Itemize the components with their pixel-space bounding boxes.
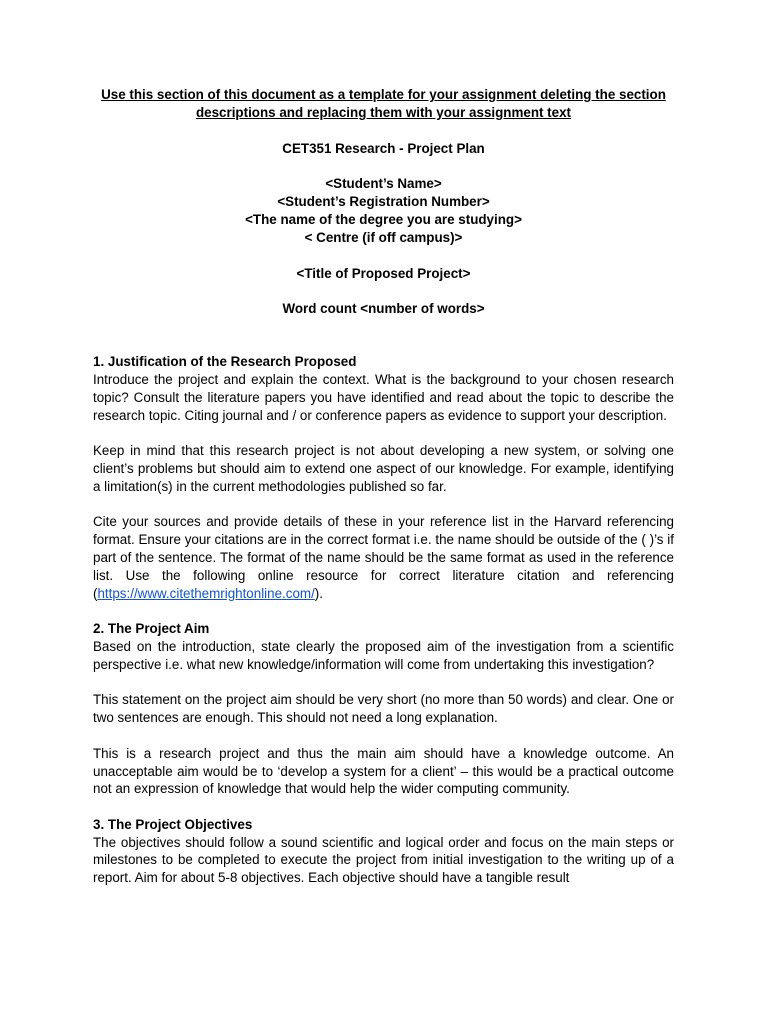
aim-paragraph-1: Based on the introduction, state clearly the proposed aim of the investigation from a scientific perspective i.e. what new knowledge/information will come from undertaking this investigation?: [93, 638, 674, 672]
registration-number-placeholder: <Student’s Registration Number>: [277, 194, 490, 210]
objectives-paragraph-1: The objectives should follow a sound scientific and logical order and focus on the main steps or milestones to be completed to execute the project from initial investigation to the writing up of a report. Aim for about 5-8 objectives. Each objective should have a tangible result: [93, 834, 674, 886]
template-notice: [93, 86, 674, 122]
citethemright-link[interactable]: https://www.citethemrightonline.com/: [97, 585, 315, 601]
justification-paragraph-3: [93, 513, 674, 602]
document-body: [93, 86, 674, 905]
project-title-placeholder: <Title of Proposed Project>: [296, 265, 471, 281]
section-aim: [93, 620, 674, 798]
section-objectives: [93, 816, 674, 887]
student-name-placeholder: <Student’s Name>: [325, 176, 442, 192]
degree-placeholder: <The name of the degree you are studying>: [245, 211, 522, 227]
aim-paragraph-3: This is a research project and thus the main aim should have a knowledge outcome. An unacceptable aim would be to ‘develop a system for a client’ – this would be a practical outcome not an expression of knowledge that would help the wider computing community.: [93, 745, 674, 797]
student-details: [93, 175, 674, 246]
justification-paragraph-3-end: ).: [314, 585, 323, 601]
module-title: CET351 Research - Project Plan: [282, 140, 485, 156]
justification-paragraph-2: Keep in mind that this research project is not about developing a new system, or solving one client’s problems but should aim to extend one aspect of our knowledge. For example, identifying a limitation(s) in the current methodologies published so far.: [93, 443, 674, 494]
section-heading-justification: 1. Justification of the Research Proposed: [93, 354, 357, 370]
template-notice-line-1: Use this section of this document as a template for your assignment deleting the section: [101, 87, 666, 102]
template-notice-line-2: descriptions and replacing them with your assignment text: [195, 104, 571, 120]
aim-paragraph-2: This statement on the project aim should be very short (no more than 50 words) and clear. One or two sentences are enough. This should not need a long explanation.: [93, 692, 674, 726]
section-justification: [93, 353, 674, 602]
section-heading-objectives: 3. The Project Objectives: [93, 816, 253, 832]
section-heading-aim: 2. The Project Aim: [93, 621, 210, 637]
word-count-placeholder: Word count <number of words>: [282, 301, 485, 317]
justification-paragraph-1: Introduce the project and explain the context. What is the background to your chosen research topic? Consult the literature papers you have identified and read about the topic to describe the research topic. Citing journal and / or conference papers as evidence to support your description.: [93, 371, 674, 423]
justification-paragraph-3-text: Cite your sources and provide details of these in your reference list in the Harvard referencing format. Ensure your citations are in the correct format i.e. the name should be outside of the ( )’s if part of the sentence. The format of the name should be the same format as used in the reference list. Use the following online resource for correct literature citation and referencing (: [93, 514, 674, 601]
centre-placeholder: < Centre (if off campus)>: [304, 229, 463, 245]
